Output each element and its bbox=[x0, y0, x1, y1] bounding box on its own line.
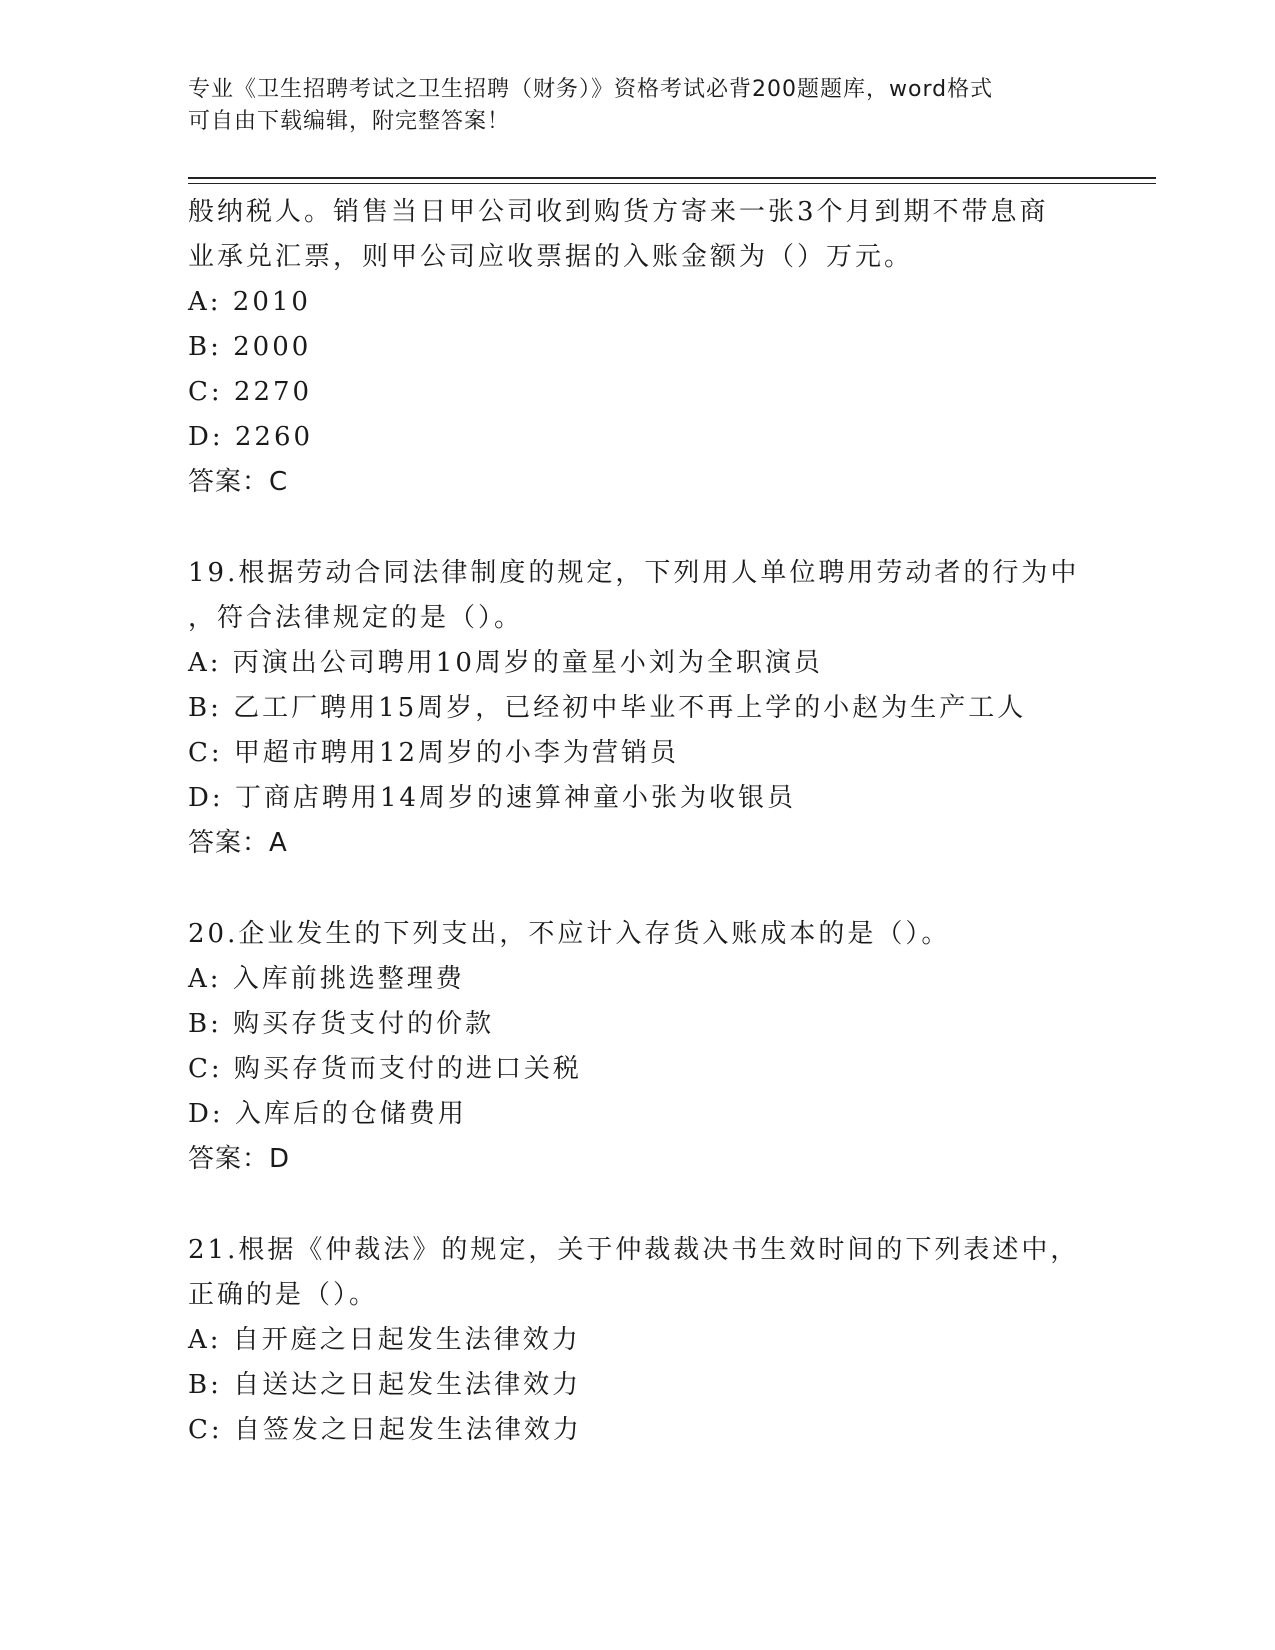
option-a: A: 入库前挑选整理费 bbox=[188, 964, 465, 994]
answer-line: 答案：D bbox=[188, 1144, 291, 1174]
option-b: B: 乙工厂聘用15周岁，已经初中毕业不再上学的小赵为生产工人 bbox=[188, 693, 1027, 723]
question-list bbox=[188, 190, 1138, 1453]
question-text-line: 正确的是（）。 bbox=[188, 1280, 379, 1310]
option-a: A: 自开庭之日起发生法律效力 bbox=[188, 1325, 581, 1355]
answer-line: 答案：A bbox=[188, 828, 288, 858]
question-18 bbox=[188, 190, 1138, 505]
option-a: A: 2010 bbox=[188, 287, 311, 317]
question-spacer bbox=[188, 1182, 1138, 1228]
question-text-line: 19.根据劳动合同法律制度的规定，下列用人单位聘用劳动者的行为中 bbox=[188, 558, 1080, 588]
option-d: D: 入库后的仓储费用 bbox=[188, 1099, 467, 1129]
option-b: B: 自送达之日起发生法律效力 bbox=[188, 1370, 582, 1400]
question-20 bbox=[188, 912, 1138, 1182]
header-divider-thin bbox=[188, 183, 1156, 184]
option-c: C: 2270 bbox=[188, 377, 313, 407]
option-c: C: 甲超市聘用12周岁的小李为营销员 bbox=[188, 738, 680, 768]
question-21 bbox=[188, 1228, 1138, 1453]
question-text-line: 21.根据《仲裁法》的规定，关于仲裁裁决书生效时间的下列表述中， bbox=[188, 1235, 1080, 1265]
question-text-line: ，符合法律规定的是（）。 bbox=[188, 603, 524, 633]
header-title-line-1: 专业《卫生招聘考试之卫生招聘（财务）》资格考试必背200题题库，word格式 bbox=[188, 77, 994, 102]
option-d: D: 丁商店聘用14周岁的速算神童小张为收银员 bbox=[188, 783, 796, 813]
option-b: B: 购买存货支付的价款 bbox=[188, 1009, 495, 1039]
question-text-line: 20.企业发生的下列支出，不应计入存货入账成本的是（）。 bbox=[188, 919, 951, 949]
question-text-line: 般纳税人。销售当日甲公司收到购货方寄来一张3个月到期不带息商 bbox=[188, 197, 1049, 227]
option-c: C: 自签发之日起发生法律效力 bbox=[188, 1415, 582, 1445]
option-a: A: 丙演出公司聘用10周岁的童星小刘为全职演员 bbox=[188, 648, 823, 678]
question-spacer bbox=[188, 505, 1138, 551]
option-b: B: 2000 bbox=[188, 332, 312, 362]
answer-line: 答案：C bbox=[188, 467, 289, 497]
question-text-line: 业承兑汇票，则甲公司应收票据的入账金额为（）万元。 bbox=[188, 242, 914, 272]
option-d: D: 2260 bbox=[188, 422, 314, 452]
question-19 bbox=[188, 551, 1138, 866]
option-c: C: 购买存货而支付的进口关税 bbox=[188, 1054, 582, 1084]
header-divider-thick bbox=[188, 177, 1156, 179]
header-title-line-2: 可自由下载编辑，附完整答案！ bbox=[188, 109, 511, 134]
question-spacer bbox=[188, 866, 1138, 912]
page-header bbox=[188, 74, 1068, 138]
